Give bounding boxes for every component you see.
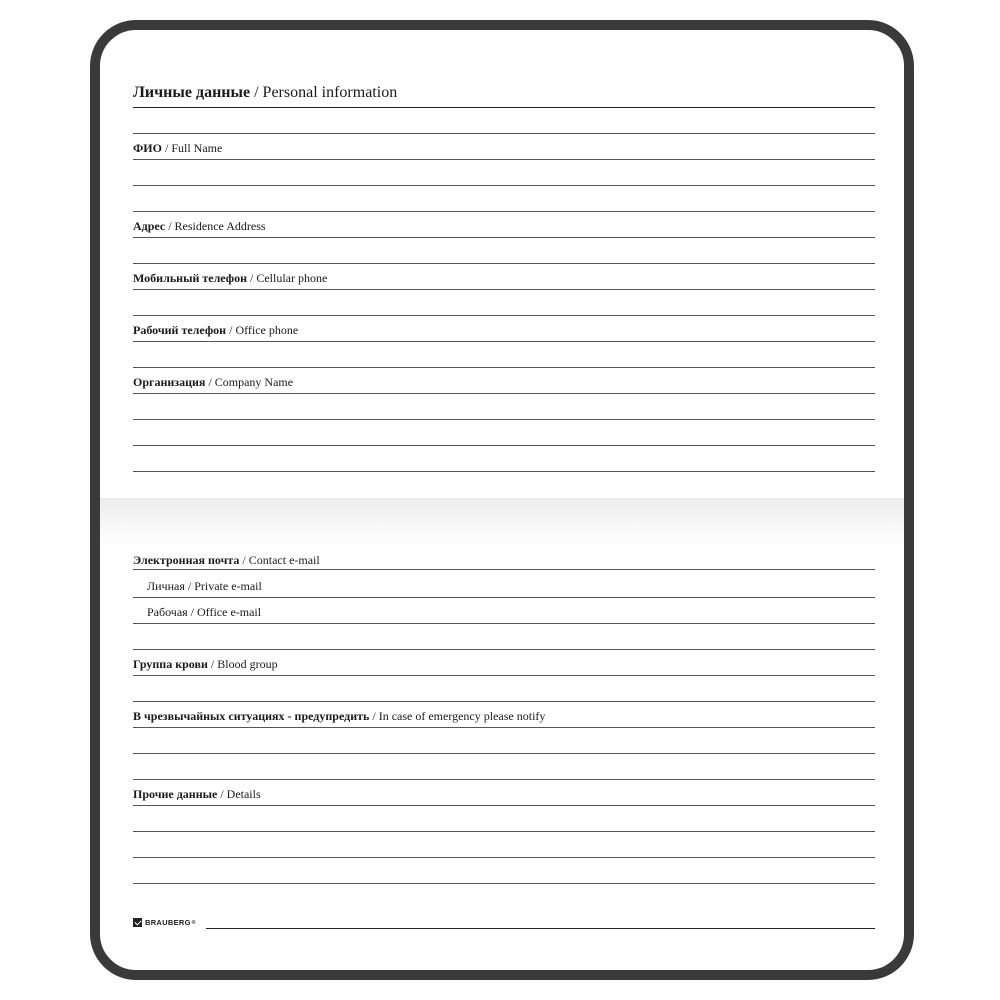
office-phone-line-1[interactable] bbox=[133, 341, 875, 342]
full-name-label bbox=[133, 141, 222, 155]
full-name-label-en: / Full Name bbox=[164, 141, 223, 155]
address-line-1[interactable] bbox=[133, 237, 875, 238]
write-line[interactable] bbox=[133, 649, 875, 650]
brand-check-icon bbox=[133, 918, 142, 927]
details-line-4[interactable] bbox=[133, 883, 875, 884]
emergency-label-en: / In case of emergency please notify bbox=[372, 709, 546, 723]
registered-mark: ® bbox=[191, 919, 196, 926]
brand-name: BRAUBERG bbox=[145, 918, 191, 927]
company-line-3[interactable] bbox=[133, 445, 875, 446]
mobile-label-en: / Cellular phone bbox=[250, 271, 328, 285]
emergency-line-3[interactable] bbox=[133, 779, 875, 780]
address-label-ru: Адрес bbox=[133, 219, 166, 233]
emergency-line-1[interactable] bbox=[133, 727, 875, 728]
footer-line bbox=[206, 928, 875, 929]
company-line-4[interactable] bbox=[133, 471, 875, 472]
title-underline bbox=[133, 107, 875, 108]
company-label-en: / Company Name bbox=[208, 375, 294, 389]
blood-group-label-ru: Группа крови bbox=[133, 657, 208, 671]
brand-logo bbox=[133, 918, 196, 927]
details-line-2[interactable] bbox=[133, 831, 875, 832]
blood-group-label bbox=[133, 657, 278, 671]
mobile-label bbox=[133, 271, 327, 285]
emergency-line-2[interactable] bbox=[133, 753, 875, 754]
company-label-ru: Организация bbox=[133, 375, 206, 389]
full-name-line-1[interactable] bbox=[133, 159, 875, 160]
blood-group-line-1[interactable] bbox=[133, 675, 875, 676]
page-fold bbox=[100, 498, 904, 550]
full-name-line-3[interactable] bbox=[133, 211, 875, 212]
details-label-en: / Details bbox=[220, 787, 261, 801]
address-label-en: / Residence Address bbox=[168, 219, 266, 233]
write-line[interactable] bbox=[133, 133, 875, 134]
details-label bbox=[133, 787, 261, 801]
page-title-en: / Personal information bbox=[254, 84, 398, 101]
email-label-en: / Contact e-mail bbox=[242, 553, 320, 567]
office-phone-label-ru: Рабочий телефон bbox=[133, 323, 227, 337]
email-office-line[interactable] bbox=[133, 623, 875, 624]
details-label-ru: Прочие данные bbox=[133, 787, 218, 801]
email-private-line[interactable] bbox=[133, 597, 875, 598]
company-line-1[interactable] bbox=[133, 393, 875, 394]
email-label bbox=[133, 553, 320, 567]
full-name-line-2[interactable] bbox=[133, 185, 875, 186]
office-phone-label-en: / Office phone bbox=[229, 323, 299, 337]
emergency-label bbox=[133, 709, 545, 723]
details-line-1[interactable] bbox=[133, 805, 875, 806]
full-name-label-ru: ФИО bbox=[133, 141, 162, 155]
email-label-ru: Электронная почта bbox=[133, 553, 240, 567]
mobile-line-2[interactable] bbox=[133, 315, 875, 316]
email-line[interactable] bbox=[133, 569, 875, 570]
blood-group-label-en: / Blood group bbox=[210, 657, 278, 671]
company-line-2[interactable] bbox=[133, 419, 875, 420]
emergency-label-ru: В чрезвычайных ситуациях - предупредить bbox=[133, 709, 370, 723]
page-title-ru: Личные данные bbox=[133, 84, 251, 101]
notebook-page bbox=[90, 20, 914, 980]
email-private-label: Личная / Private e-mail bbox=[147, 579, 262, 593]
office-phone-line-2[interactable] bbox=[133, 367, 875, 368]
mobile-label-ru: Мобильный телефон bbox=[133, 271, 247, 285]
email-office-label: Рабочая / Office e-mail bbox=[147, 605, 262, 619]
blood-group-line-2[interactable] bbox=[133, 701, 875, 702]
company-label bbox=[133, 375, 293, 389]
address-line-2[interactable] bbox=[133, 263, 875, 264]
details-line-3[interactable] bbox=[133, 857, 875, 858]
address-label bbox=[133, 219, 266, 233]
page-title bbox=[133, 84, 397, 102]
mobile-line-1[interactable] bbox=[133, 289, 875, 290]
office-phone-label bbox=[133, 323, 298, 337]
